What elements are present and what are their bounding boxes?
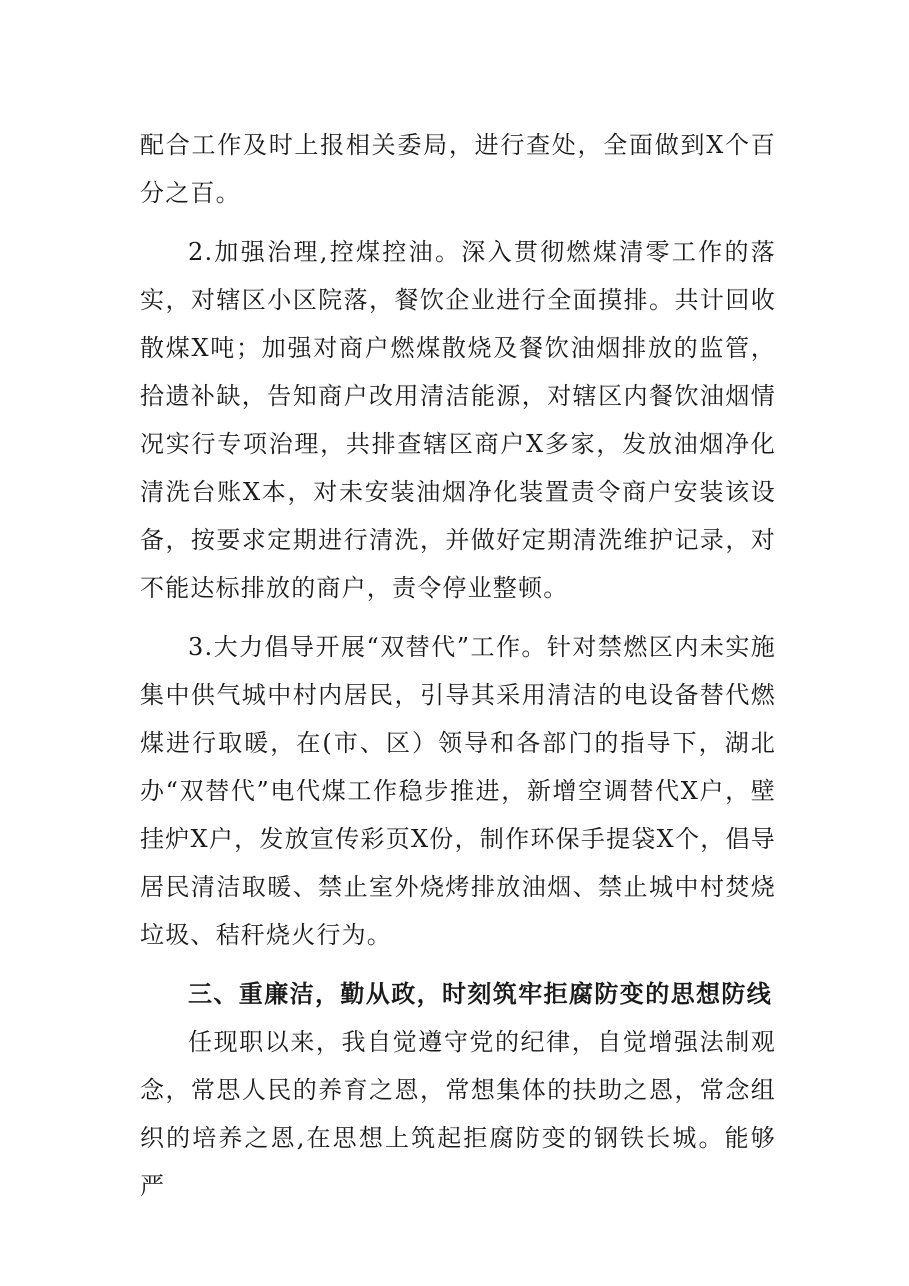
paragraph-continuation: 配合工作及时上报相关委局，进行查处，全面做到X个百分之百。 — [140, 131, 776, 207]
paragraph-double-replacement: 3.大力倡导开展“双替代”工作。针对禁燃区内未实施集中供气城中村内居民，引导其采用清洁的电设备替代燃煤进行取暖，在(市、区）领导和各部门的指导下，湖北办“双替代”电代煤工作稳步推进，新增空调替代X户，壁挂炉X户，发放宣传彩页X份，制作环保手提袋X个，倡导居民清洁取暖、禁止室外烧烤排放油烟、禁止城中村焚烧垃圾、秸秆烧火行为。 — [140, 633, 776, 949]
document-body — [140, 121, 776, 1210]
section-heading: 三、重廉洁，勤从政，时刻筑牢拒腐防变的思想防线 — [188, 979, 773, 1008]
paragraph-integrity: 任现职以来，我自觉遵守党的纪律，自觉增强法制观念，常思人民的养育之恩，常想集体的扶助之恩，常念组织的培养之恩,在思想上筑起拒腐防变的钢铁长城。能够严 — [140, 1028, 776, 1200]
paragraph-coal-oil-control: 2.加强治理,控煤控油。深入贯彻燃煤清零工作的落实，对辖区小区院落，餐饮企业进行全面摸排。共计回收散煤X吨；加强对商户燃煤散烧及餐饮油烟排放的监管，拾遗补缺，告知商户改用清洁能源，对辖区内餐饮油烟情况实行专项治理，共排查辖区商户X多家，发放油烟净化清洗台账X本，对未安装油烟净化装置责令商户安装该设备，按要求定期进行清洗，并做好定期清洗维护记录，对不能达标排放的商户，责令停业整顿。 — [140, 238, 776, 602]
